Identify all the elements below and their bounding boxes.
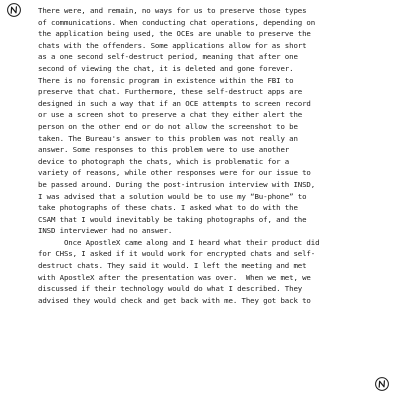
text-line: variety of reasons, while other responses were for our issue to bbox=[38, 168, 311, 178]
text-line: taken. The Bureau's answer to this problem was not really an bbox=[38, 133, 298, 143]
text-line: device to photograph the chats, which is problematic for a bbox=[38, 156, 290, 166]
text-line: or use a screen shot to preserve a chat they either alert the bbox=[38, 110, 303, 120]
text-line: CSAM that I would inevitably be taking photographs of, and the bbox=[38, 214, 307, 224]
text-line: of communications. When conducting chat operations, depending on bbox=[38, 17, 316, 27]
text-line: designed in such a way that if an OCE attempts to screen record bbox=[38, 98, 311, 108]
text-line: chats with the offenders. Some applications allow for as short bbox=[38, 40, 307, 50]
text-line: second of viewing the chat, it is deleted and gone forever. bbox=[38, 63, 294, 73]
text-line: There were, and remain, no ways for us to preserve those types bbox=[38, 6, 307, 15]
text-line: I was advised that a solution would be to use my “Bu-phone” to bbox=[38, 191, 307, 201]
text-line: Once ApostleX came along and I heard what their product did bbox=[38, 237, 320, 247]
text-line: destruct chats. They said it would. I left the meeting and met bbox=[38, 261, 307, 271]
text-line: person on the other end or do not allow the screenshot to be bbox=[38, 121, 298, 131]
document-body-text bbox=[38, 5, 398, 306]
text-line: There is no forensic program in existence within the FBI to bbox=[38, 75, 294, 85]
text-line: with ApostleX after the presentation was over. When we met, we bbox=[38, 272, 311, 282]
handwritten-initial-n-stamp-icon bbox=[374, 376, 390, 392]
text-line: preserve that chat. Furthermore, these self-destruct apps are bbox=[38, 87, 303, 97]
text-line: for CHSs, I asked if it would work for encrypted chats and self- bbox=[38, 249, 316, 259]
text-line: take photographs of these chats. I asked what to do with the bbox=[38, 203, 298, 213]
text-line: be passed around. During the post-intrusion interview with INSD, bbox=[38, 179, 316, 189]
text-line: the application being used, the OCEs are unable to preserve the bbox=[38, 29, 311, 39]
handwritten-initial-n-stamp-icon bbox=[6, 2, 22, 18]
text-line: advised they would check and get back with me. They got back to bbox=[38, 295, 311, 305]
text-line: INSD interviewer had no answer. bbox=[38, 226, 173, 236]
text-line: answer. Some responses to this problem were to use another bbox=[38, 145, 290, 155]
text-line: as a one second self-destruct period, meaning that after one bbox=[38, 52, 298, 62]
text-line: discussed if their technology would do what I described. They bbox=[38, 284, 303, 294]
